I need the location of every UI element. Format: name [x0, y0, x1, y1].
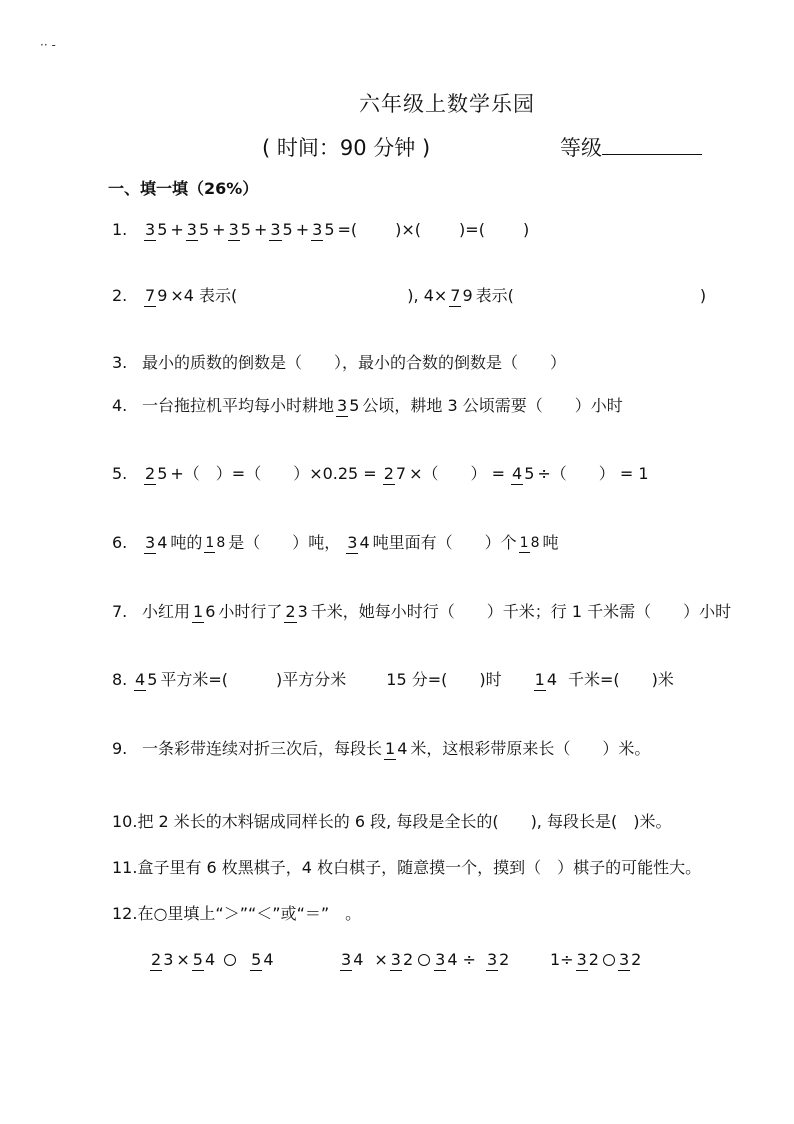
numerator: 1 — [193, 602, 204, 621]
question-text: 一台拖拉机平均每小时耕地 — [142, 396, 335, 416]
numerator: 7 — [145, 286, 156, 305]
fraction — [384, 741, 408, 758]
fraction — [618, 952, 642, 969]
times-sign: )×( — [395, 220, 422, 240]
question-text: 公顷，耕地 3 公顷需要（ ）小时 — [362, 396, 623, 416]
time-label: ( 时间：90 分钟 ) — [262, 136, 431, 160]
plus-sign: + — [212, 220, 226, 240]
denominator: 8 — [530, 535, 540, 552]
question-number: 6. — [112, 533, 128, 553]
question-text: ÷（ ） = 1 — [537, 464, 649, 484]
compare-expression-2 — [338, 952, 512, 969]
question-text: 吨的 — [170, 533, 203, 553]
lead-term: 1÷ — [550, 950, 574, 970]
question-text: 一条彩带连续对折三次后，每段长 — [142, 739, 383, 759]
question-text: 平方米=( )平方分米 — [160, 670, 347, 690]
denominator: 2 — [631, 950, 642, 969]
question-10 — [112, 814, 671, 830]
question-text: 15 分=( )时 — [386, 670, 502, 690]
denominator: 6 — [205, 602, 216, 621]
denominator: 2 — [499, 950, 510, 969]
numerator: 5 — [251, 950, 262, 969]
numerator: 2 — [383, 464, 394, 483]
denominator: 5 — [282, 220, 293, 239]
question-text: 吨里面有（ ）个 — [372, 533, 517, 553]
numerator: 2 — [151, 950, 162, 969]
compare-circle[interactable] — [418, 954, 430, 966]
page-title: 六年级上数学乐园 — [359, 92, 535, 116]
question-text: 小时行了 — [218, 602, 283, 622]
grade-label: 等级 — [560, 136, 602, 160]
fraction — [284, 604, 308, 621]
denominator: 2 — [402, 950, 414, 969]
denominator: 5 — [157, 220, 168, 239]
fraction — [250, 952, 274, 969]
fraction — [144, 288, 168, 305]
denominator: 3 — [163, 950, 174, 969]
compare-circle[interactable] — [224, 954, 236, 966]
question-number: 1. — [112, 220, 128, 240]
question-text: 米，这根彩带原来长（ ）米。 — [410, 739, 651, 759]
fraction — [228, 222, 252, 239]
q2-text-3: 表示( — [475, 286, 514, 306]
numerator: 5 — [192, 950, 203, 969]
question-number: 7. — [112, 602, 128, 622]
section-title: 一、填一填（26%） — [108, 179, 259, 198]
corner-mark: ·· - — [40, 38, 56, 52]
numerator: 3 — [270, 220, 281, 239]
denominator: 4 — [353, 950, 364, 969]
denominator: 4 — [447, 950, 458, 969]
denominator: 4 — [397, 739, 408, 758]
fraction — [144, 535, 168, 552]
numerator: 3 — [186, 220, 197, 239]
q2-text-1: ×4 表示( — [170, 286, 238, 306]
fraction — [534, 672, 558, 689]
compare-expression-1 — [148, 952, 277, 969]
denominator: 4 — [157, 533, 168, 552]
numerator: 4 — [135, 670, 146, 689]
equals-open: )=( — [459, 220, 485, 240]
fraction — [576, 952, 600, 969]
numerator: 1 — [534, 670, 545, 689]
denominator: 9 — [157, 286, 168, 305]
denominator: 5 — [240, 220, 251, 239]
numerator: 1 — [519, 535, 529, 552]
fraction — [340, 952, 364, 969]
fraction — [144, 222, 168, 239]
question-7 — [112, 604, 731, 621]
numerator: 3 — [145, 533, 156, 552]
question-number: 3. — [112, 353, 128, 372]
fraction — [383, 466, 407, 483]
fraction — [186, 222, 210, 239]
question-9 — [112, 741, 650, 758]
question-1 — [112, 222, 529, 239]
numerator: 4 — [512, 464, 523, 483]
numerator: 3 — [228, 220, 239, 239]
q2-text-2: ), 4× — [407, 286, 448, 306]
denominator: 5 — [324, 220, 335, 239]
numerator: 2 — [145, 464, 156, 483]
question-3 — [112, 355, 566, 371]
question-6 — [112, 535, 559, 552]
denominator: 4 — [263, 950, 274, 969]
compare-expression-3 — [550, 952, 644, 969]
question-text: 12.在○里填上“＞”“＜”或“＝” 。 — [112, 904, 362, 923]
numerator: 3 — [390, 950, 401, 969]
denominator: 2 — [588, 950, 599, 969]
question-number: 5. — [112, 464, 128, 484]
numerator: 3 — [347, 533, 358, 552]
fraction — [346, 535, 370, 552]
times-sign: × — [374, 950, 388, 970]
denominator: 8 — [216, 535, 226, 552]
denominator: 5 — [147, 670, 158, 689]
denominator: 5 — [524, 464, 535, 483]
close-paren: ) — [699, 286, 707, 306]
denominator: 5 — [157, 464, 168, 483]
numerator: 7 — [450, 286, 461, 305]
denominator: 4 — [204, 950, 216, 969]
question-number: 4. — [112, 396, 128, 416]
plus-sign: + — [295, 220, 310, 240]
numerator: 3 — [337, 396, 348, 415]
fraction — [204, 536, 226, 551]
numerator: 2 — [285, 602, 296, 621]
numerator: 3 — [145, 220, 156, 239]
question-text: 最小的质数的倒数是（ ），最小的合数的倒数是（ ） — [142, 353, 567, 372]
question-number: 8. — [112, 670, 128, 690]
denominator: 7 — [395, 464, 407, 483]
question-number: 9. — [112, 739, 128, 759]
divide-sign: ÷ — [462, 950, 476, 970]
fraction — [150, 952, 174, 969]
close-paren: ) — [522, 220, 530, 240]
denominator: 3 — [297, 602, 308, 621]
fraction — [134, 672, 158, 689]
question-text: ×（ ） = — [409, 464, 505, 484]
question-2 — [112, 288, 706, 305]
denominator: 5 — [198, 220, 210, 239]
numerator: 3 — [341, 950, 352, 969]
fraction — [519, 536, 541, 551]
question-5 — [112, 466, 649, 483]
question-text: 11.盒子里有 6 枚黑棋子，4 枚白棋子，随意摸一个，摸到（ ）棋子的可能性大。 — [112, 858, 702, 877]
question-text: +（ ）=（ ）×0.25 = — [170, 464, 377, 484]
numerator: 1 — [385, 739, 396, 758]
question-8 — [112, 672, 674, 689]
equals-open: =( — [337, 220, 358, 240]
question-text: 千米，她每小时行（ ）千米；行 1 千米需（ ）小时 — [310, 602, 732, 622]
denominator: 5 — [349, 396, 360, 415]
numerator: 1 — [205, 535, 215, 552]
fraction — [511, 466, 535, 483]
compare-circle[interactable] — [603, 954, 615, 966]
plus-sign: + — [253, 220, 268, 240]
question-text: 10.把 2 米长的木料锯成同样长的 6 段, 每段是全长的( ), 每段长是( )米。 — [112, 812, 672, 831]
numerator: 3 — [576, 950, 587, 969]
question-text: 千米=( )米 — [568, 670, 674, 690]
denominator: 4 — [359, 533, 370, 552]
grade-blank[interactable] — [602, 136, 702, 155]
question-12 — [112, 906, 361, 922]
fraction — [311, 222, 335, 239]
denominator: 4 — [546, 670, 557, 689]
grade-field — [560, 132, 702, 162]
fraction — [434, 952, 458, 969]
numerator: 3 — [486, 950, 498, 969]
numerator: 3 — [312, 220, 323, 239]
question-text: 是（ ）吨， — [228, 533, 341, 553]
question-number: 2. — [112, 286, 128, 306]
question-4 — [112, 398, 623, 415]
fraction — [144, 466, 168, 483]
question-11 — [112, 860, 701, 876]
question-text: 吨 — [542, 533, 559, 553]
numerator: 3 — [435, 950, 446, 969]
plus-sign: + — [170, 220, 184, 240]
numerator: 3 — [618, 950, 630, 969]
fraction — [390, 952, 414, 969]
fraction — [449, 288, 473, 305]
fraction — [336, 398, 360, 415]
times-sign: × — [176, 950, 190, 970]
denominator: 9 — [462, 286, 473, 305]
fraction — [486, 952, 510, 969]
fraction — [269, 222, 293, 239]
fraction — [192, 952, 216, 969]
question-text: 小红用 — [142, 602, 191, 622]
fraction — [192, 604, 216, 621]
